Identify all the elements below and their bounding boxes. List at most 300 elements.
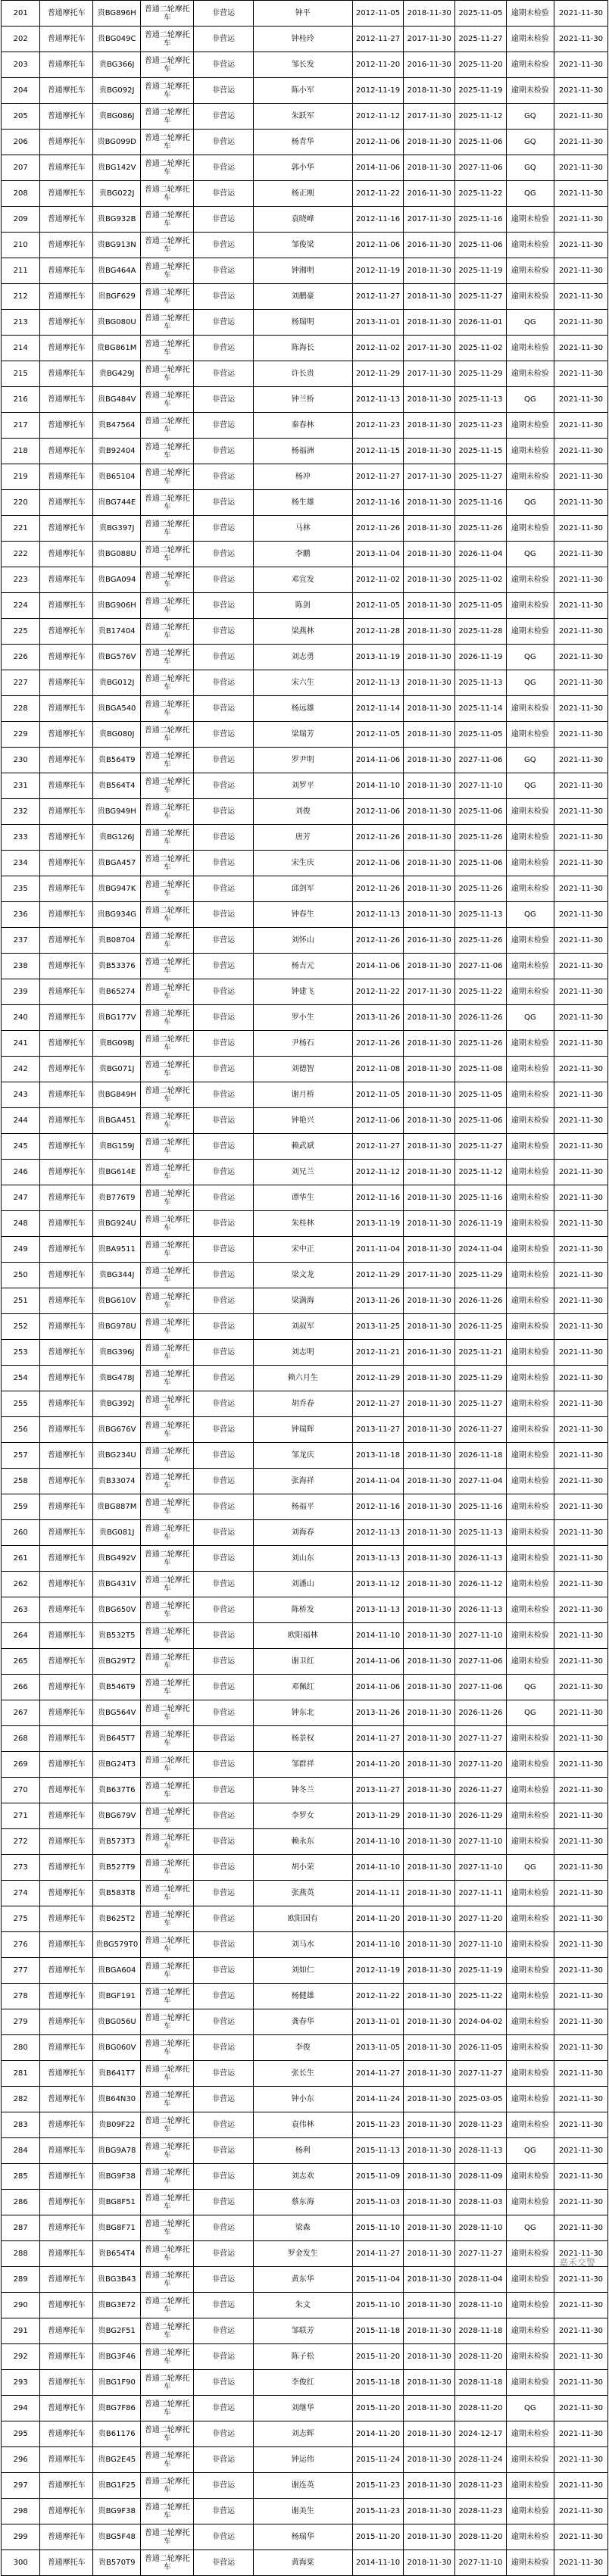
last-inspection-date-cell: 2018-11-30	[404, 1160, 455, 1185]
scrap-date-cell: 2028-11-23	[455, 2112, 507, 2138]
table-row	[2, 284, 608, 310]
last-inspection-date-cell: 2018-11-30	[404, 1881, 455, 1906]
plate-number-cell: 贵BG2E45	[93, 2447, 141, 2473]
plate-number-cell: 贵BG744E	[93, 490, 141, 516]
model-cell: 普通二轮摩托车	[141, 1263, 194, 1288]
status-cell: 逾期未检验	[506, 1134, 554, 1160]
deadline-date-cell: 2021-11-30	[554, 413, 607, 439]
deadline-date-cell: 2021-11-30	[554, 130, 607, 155]
register-date-cell: 2015-11-04	[352, 2267, 404, 2293]
row-number-cell: 227	[2, 670, 40, 696]
scrap-date-cell: 2025-11-13	[455, 387, 507, 413]
register-date-cell: 2014-11-10	[352, 773, 404, 799]
scrap-date-cell: 2027-11-10	[455, 1932, 507, 1958]
last-inspection-date-cell: 2018-11-30	[404, 516, 455, 542]
status-cell: 逾期未检验	[506, 2473, 554, 2499]
model-cell: 普通二轮摩托车	[141, 464, 194, 490]
row-number-cell: 231	[2, 773, 40, 799]
scrap-date-cell: 2025-11-27	[455, 1134, 507, 1160]
usage-cell: 非营运	[194, 2164, 254, 2190]
owner-name-cell: 李俊红	[253, 2370, 352, 2396]
owner-name-cell: 杨远雄	[253, 696, 352, 722]
row-number-cell: 262	[2, 1572, 40, 1597]
row-number-cell: 223	[2, 567, 40, 593]
table-row	[2, 1108, 608, 1134]
vehicle-type-cell: 普通摩托车	[40, 1906, 93, 1932]
deadline-date-cell: 2021-11-30	[554, 1881, 607, 1906]
scrap-date-cell: 2028-11-18	[455, 2318, 507, 2344]
vehicle-type-cell: 普通摩托车	[40, 2164, 93, 2190]
plate-number-cell: 贵B64N30	[93, 2087, 141, 2112]
row-number-cell: 238	[2, 954, 40, 979]
usage-cell: 非营运	[194, 155, 254, 181]
plate-number-cell: 贵B65104	[93, 464, 141, 490]
deadline-date-cell: 2021-11-30	[554, 799, 607, 825]
deadline-date-cell: 2021-11-30	[554, 2344, 607, 2370]
owner-name-cell: 钟东北	[253, 1700, 352, 1726]
owner-name-cell: 陈桥发	[253, 1597, 352, 1623]
table-row	[2, 2396, 608, 2421]
register-date-cell: 2015-11-20	[352, 2344, 404, 2370]
vehicle-type-cell: 普通摩托车	[40, 1855, 93, 1881]
table-row	[2, 1906, 608, 1932]
register-date-cell: 2012-11-16	[352, 490, 404, 516]
status-cell: 逾期未检验	[506, 52, 554, 78]
owner-name-cell: 杨正刚	[253, 181, 352, 207]
plate-number-cell: 贵BG464A	[93, 258, 141, 284]
usage-cell: 非营运	[194, 1031, 254, 1057]
last-inspection-date-cell: 2018-11-30	[404, 567, 455, 593]
table-row	[2, 1005, 608, 1031]
deadline-date-cell: 2021-11-30	[554, 233, 607, 258]
register-date-cell: 2012-11-13	[352, 902, 404, 928]
vehicle-type-cell: 普通摩托车	[40, 1443, 93, 1469]
register-date-cell: 2012-11-19	[352, 258, 404, 284]
status-cell: 逾期未检验	[506, 619, 554, 645]
table-row	[2, 2524, 608, 2550]
status-cell: 逾期未检验	[506, 1366, 554, 1391]
plate-number-cell: 贵BG366J	[93, 52, 141, 78]
model-cell: 普通二轮摩托车	[141, 27, 194, 52]
plate-number-cell: 贵B645T7	[93, 1726, 141, 1752]
last-inspection-date-cell: 2018-11-30	[404, 1108, 455, 1134]
register-date-cell: 2012-11-06	[352, 233, 404, 258]
register-date-cell: 2013-11-12	[352, 1572, 404, 1597]
vehicle-type-cell: 普通摩托车	[40, 1031, 93, 1057]
plate-number-cell: 贵BG159J	[93, 1134, 141, 1160]
status-cell: 逾期未检验	[506, 1, 554, 27]
usage-cell: 非营运	[194, 1649, 254, 1675]
plate-number-cell: 贵BG3E72	[93, 2293, 141, 2318]
table-row	[2, 258, 608, 284]
status-cell: 逾期未检验	[506, 258, 554, 284]
owner-name-cell: 杨瑞华	[253, 2524, 352, 2550]
usage-cell: 非营运	[194, 361, 254, 387]
register-date-cell: 2013-11-29	[352, 1803, 404, 1829]
usage-cell: 非营运	[194, 1803, 254, 1829]
table-row	[2, 413, 608, 439]
scrap-date-cell: 2027-11-06	[455, 1675, 507, 1700]
vehicle-type-cell: 普通摩托车	[40, 1623, 93, 1649]
status-cell: 逾期未检验	[506, 1623, 554, 1649]
last-inspection-date-cell: 2018-11-30	[404, 1057, 455, 1082]
deadline-date-cell: 2021-11-30	[554, 876, 607, 902]
table-row	[2, 1391, 608, 1417]
deadline-date-cell: 2021-11-30	[554, 2267, 607, 2293]
last-inspection-date-cell: 2018-11-30	[404, 1, 455, 27]
vehicle-type-cell: 普通摩托车	[40, 1108, 93, 1134]
usage-cell: 非营运	[194, 2447, 254, 2473]
register-date-cell: 2012-11-16	[352, 207, 404, 233]
table-row	[2, 155, 608, 181]
register-date-cell: 2012-11-29	[352, 1366, 404, 1391]
last-inspection-date-cell: 2018-11-30	[404, 670, 455, 696]
register-date-cell: 2012-11-05	[352, 593, 404, 619]
vehicle-type-cell: 普通摩托车	[40, 2447, 93, 2473]
scrap-date-cell: 2025-11-27	[455, 1391, 507, 1417]
plate-number-cell: 贵B47564	[93, 413, 141, 439]
register-date-cell: 2012-11-02	[352, 567, 404, 593]
model-cell: 普通二轮摩托车	[141, 78, 194, 104]
model-cell: 普通二轮摩托车	[141, 2112, 194, 2138]
row-number-cell: 251	[2, 1288, 40, 1314]
scrap-date-cell: 2026-11-13	[455, 1597, 507, 1623]
model-cell: 普通二轮摩托车	[141, 1932, 194, 1958]
status-cell: 逾期未检验	[506, 979, 554, 1005]
table-row	[2, 1211, 608, 1237]
deadline-date-cell: 2021-11-30	[554, 2164, 607, 2190]
model-cell: 普通二轮摩托车	[141, 2370, 194, 2396]
vehicle-type-cell: 普通摩托车	[40, 799, 93, 825]
status-cell: QG	[506, 1005, 554, 1031]
usage-cell: 非营运	[194, 1906, 254, 1932]
register-date-cell: 2012-11-26	[352, 928, 404, 954]
model-cell: 普通二轮摩托车	[141, 1726, 194, 1752]
status-cell: 逾期未检验	[506, 1108, 554, 1134]
deadline-date-cell: 2021-11-30	[554, 902, 607, 928]
deadline-date-cell: 2021-11-30	[554, 2499, 607, 2524]
model-cell: 普通二轮摩托车	[141, 1675, 194, 1700]
deadline-date-cell: 2021-11-30	[554, 1082, 607, 1108]
row-number-cell: 261	[2, 1546, 40, 1572]
plate-number-cell: 贵BG392J	[93, 1391, 141, 1417]
status-cell: 逾期未检验	[506, 1906, 554, 1932]
owner-name-cell: 钟艳兴	[253, 1108, 352, 1134]
table-body	[2, 1, 608, 2576]
vehicle-type-cell: 普通摩托车	[40, 825, 93, 851]
row-number-cell: 276	[2, 1932, 40, 1958]
owner-name-cell: 刘潘山	[253, 1572, 352, 1597]
status-cell: 逾期未检验	[506, 2164, 554, 2190]
deadline-date-cell: 2021-11-30	[554, 1211, 607, 1237]
table-row	[2, 1057, 608, 1082]
deadline-date-cell: 2021-11-30	[554, 1, 607, 27]
table-row	[2, 1, 608, 27]
vehicle-type-cell: 普通摩托车	[40, 1340, 93, 1366]
row-number-cell: 239	[2, 979, 40, 1005]
vehicle-type-cell: 普通摩托车	[40, 2061, 93, 2087]
scrap-date-cell: 2025-11-02	[455, 567, 507, 593]
deadline-date-cell: 2021-11-30	[554, 387, 607, 413]
status-cell: 逾期未检验	[506, 696, 554, 722]
deadline-date-cell: 2021-11-30	[554, 1829, 607, 1855]
register-date-cell: 2014-11-06	[352, 155, 404, 181]
vehicle-type-cell: 普通摩托车	[40, 284, 93, 310]
register-date-cell: 2013-11-27	[352, 1778, 404, 1803]
model-cell: 普通二轮摩托车	[141, 2550, 194, 2576]
status-cell: 逾期未检验	[506, 825, 554, 851]
usage-cell: 非营运	[194, 2396, 254, 2421]
deadline-date-cell: 2021-11-30	[554, 1443, 607, 1469]
table-row	[2, 52, 608, 78]
model-cell: 普通二轮摩托车	[141, 361, 194, 387]
vehicle-type-cell: 普通摩托车	[40, 567, 93, 593]
status-cell: 逾期未检验	[506, 2370, 554, 2396]
vehicle-type-cell: 普通摩托车	[40, 2550, 93, 2576]
table-row	[2, 2318, 608, 2344]
vehicle-type-cell: 普通摩托车	[40, 1211, 93, 1237]
model-cell: 普通二轮摩托车	[141, 1237, 194, 1263]
table-row	[2, 207, 608, 233]
usage-cell: 非营运	[194, 928, 254, 954]
register-date-cell: 2015-11-23	[352, 2112, 404, 2138]
model-cell: 普通二轮摩托车	[141, 1005, 194, 1031]
register-date-cell: 2012-11-26	[352, 1031, 404, 1057]
register-date-cell: 2013-11-05	[352, 2035, 404, 2061]
model-cell: 普通二轮摩托车	[141, 104, 194, 130]
vehicle-type-cell: 普通摩托车	[40, 387, 93, 413]
model-cell: 普通二轮摩托车	[141, 1649, 194, 1675]
status-cell: 逾期未检验	[506, 27, 554, 52]
owner-name-cell: 刘如仁	[253, 1958, 352, 1984]
last-inspection-date-cell: 2018-11-30	[404, 722, 455, 748]
table-row	[2, 490, 608, 516]
vehicle-type-cell: 普通摩托车	[40, 155, 93, 181]
table-row	[2, 773, 608, 799]
last-inspection-date-cell: 2018-11-30	[404, 1211, 455, 1237]
owner-name-cell: 刘志辉	[253, 2421, 352, 2447]
plate-number-cell: 贵BGA094	[93, 567, 141, 593]
plate-number-cell: 贵BG056U	[93, 2009, 141, 2035]
last-inspection-date-cell: 2018-11-30	[404, 490, 455, 516]
last-inspection-date-cell: 2017-11-30	[404, 361, 455, 387]
row-number-cell: 267	[2, 1700, 40, 1726]
scrap-date-cell: 2025-11-27	[455, 464, 507, 490]
status-cell: 逾期未检验	[506, 1881, 554, 1906]
model-cell: 普通二轮摩托车	[141, 2421, 194, 2447]
row-number-cell: 288	[2, 2241, 40, 2267]
row-number-cell: 289	[2, 2267, 40, 2293]
status-cell: 逾期未检验	[506, 1494, 554, 1520]
table-row	[2, 1237, 608, 1263]
vehicle-type-cell: 普通摩托车	[40, 104, 93, 130]
owner-name-cell: 梁文龙	[253, 1263, 352, 1288]
deadline-date-cell: 2021-11-30	[554, 52, 607, 78]
plate-number-cell: 贵BG098J	[93, 1031, 141, 1057]
model-cell: 普通二轮摩托车	[141, 2293, 194, 2318]
row-number-cell: 272	[2, 1829, 40, 1855]
vehicle-type-cell: 普通摩托车	[40, 413, 93, 439]
last-inspection-date-cell: 2018-11-30	[404, 155, 455, 181]
row-number-cell: 286	[2, 2190, 40, 2215]
usage-cell: 非营运	[194, 1108, 254, 1134]
status-cell: 逾期未检验	[506, 1082, 554, 1108]
vehicle-type-cell: 普通摩托车	[40, 78, 93, 104]
scrap-date-cell: 2028-11-24	[455, 2447, 507, 2473]
usage-cell: 非营运	[194, 1, 254, 27]
vehicle-type-cell: 普通摩托车	[40, 542, 93, 567]
register-date-cell: 2012-11-27	[352, 1134, 404, 1160]
model-cell: 普通二轮摩托车	[141, 2396, 194, 2421]
status-cell: 逾期未检验	[506, 1443, 554, 1469]
last-inspection-date-cell: 2018-11-30	[404, 1237, 455, 1263]
last-inspection-date-cell: 2018-11-30	[404, 2550, 455, 2576]
owner-name-cell: 钟兰桥	[253, 387, 352, 413]
owner-name-cell: 欧阳国有	[253, 1906, 352, 1932]
plate-number-cell: 贵BG978U	[93, 1314, 141, 1340]
plate-number-cell: 贵BG5F48	[93, 2524, 141, 2550]
table-row	[2, 954, 608, 979]
row-number-cell: 295	[2, 2421, 40, 2447]
register-date-cell: 2012-11-19	[352, 78, 404, 104]
usage-cell: 非营运	[194, 2370, 254, 2396]
plate-number-cell: 贵B564T9	[93, 748, 141, 773]
vehicle-type-cell: 普通摩托车	[40, 1881, 93, 1906]
plate-number-cell: 贵BG344J	[93, 1263, 141, 1288]
register-date-cell: 2015-11-23	[352, 2499, 404, 2524]
register-date-cell: 2012-11-13	[352, 1520, 404, 1546]
register-date-cell: 2012-11-06	[352, 799, 404, 825]
status-cell: 逾期未检验	[506, 1778, 554, 1803]
deadline-date-cell: 2021-11-30	[554, 1005, 607, 1031]
vehicle-type-cell: 普通摩托车	[40, 593, 93, 619]
scrap-date-cell: 2024-12-17	[455, 2421, 507, 2447]
model-cell: 普通二轮摩托车	[141, 1984, 194, 2009]
deadline-date-cell: 2021-11-30	[554, 619, 607, 645]
register-date-cell: 2012-11-16	[352, 1185, 404, 1211]
row-number-cell: 283	[2, 2112, 40, 2138]
owner-name-cell: 许长贵	[253, 361, 352, 387]
deadline-date-cell: 2021-11-30	[554, 2035, 607, 2061]
register-date-cell: 2015-11-10	[352, 2293, 404, 2318]
deadline-date-cell: 2021-11-30	[554, 2009, 607, 2035]
scrap-date-cell: 2026-11-26	[455, 1700, 507, 1726]
last-inspection-date-cell: 2018-11-30	[404, 2035, 455, 2061]
plate-number-cell: 贵BG492V	[93, 1546, 141, 1572]
usage-cell: 非营运	[194, 1855, 254, 1881]
register-date-cell: 2011-11-04	[352, 1237, 404, 1263]
table-row	[2, 902, 608, 928]
scrap-date-cell: 2028-11-23	[455, 2499, 507, 2524]
row-number-cell: 222	[2, 542, 40, 567]
usage-cell: 非营运	[194, 902, 254, 928]
register-date-cell: 2012-11-20	[352, 52, 404, 78]
deadline-date-cell: 2021-11-30	[554, 1572, 607, 1597]
deadline-date-cell: 2021-11-30	[554, 1340, 607, 1366]
register-date-cell: 2014-11-06	[352, 1675, 404, 1700]
row-number-cell: 221	[2, 516, 40, 542]
vehicle-type-cell: 普通摩托车	[40, 464, 93, 490]
scrap-date-cell: 2025-11-19	[455, 78, 507, 104]
owner-name-cell: 钟湘明	[253, 258, 352, 284]
last-inspection-date-cell: 2017-11-30	[404, 336, 455, 361]
model-cell: 普通二轮摩托车	[141, 1057, 194, 1082]
deadline-date-cell: 2021-11-30	[554, 1778, 607, 1803]
plate-number-cell: 贵BG8F51	[93, 2190, 141, 2215]
table-row	[2, 27, 608, 52]
last-inspection-date-cell: 2018-11-30	[404, 1288, 455, 1314]
owner-name-cell: 杨青华	[253, 130, 352, 155]
model-cell: 普通二轮摩托车	[141, 722, 194, 748]
register-date-cell: 2012-11-22	[352, 979, 404, 1005]
model-cell: 普通二轮摩托车	[141, 1597, 194, 1623]
register-date-cell: 2012-11-26	[352, 876, 404, 902]
row-number-cell: 268	[2, 1726, 40, 1752]
register-date-cell: 2013-11-04	[352, 542, 404, 567]
owner-name-cell: 刘志欢	[253, 2164, 352, 2190]
usage-cell: 非营运	[194, 1546, 254, 1572]
usage-cell: 非营运	[194, 2550, 254, 2576]
owner-name-cell: 黄东华	[253, 2267, 352, 2293]
status-cell: 逾期未检验	[506, 567, 554, 593]
usage-cell: 非营运	[194, 207, 254, 233]
vehicle-type-cell: 普通摩托车	[40, 722, 93, 748]
status-cell: GQ	[506, 748, 554, 773]
usage-cell: 非营运	[194, 2061, 254, 2087]
status-cell: 逾期未检验	[506, 1340, 554, 1366]
status-cell: 逾期未检验	[506, 1984, 554, 2009]
deadline-date-cell: 2021-11-30	[554, 670, 607, 696]
row-number-cell: 298	[2, 2499, 40, 2524]
usage-cell: 非营运	[194, 2241, 254, 2267]
model-cell: 普通二轮摩托车	[141, 876, 194, 902]
table-row	[2, 1752, 608, 1778]
deadline-date-cell: 2021-11-30	[554, 773, 607, 799]
status-cell: 逾期未检验	[506, 928, 554, 954]
model-cell: 普通二轮摩托车	[141, 1958, 194, 1984]
deadline-date-cell: 2021-11-30	[554, 1906, 607, 1932]
deadline-date-cell: 2021-11-30	[554, 2421, 607, 2447]
model-cell: 普通二轮摩托车	[141, 1443, 194, 1469]
usage-cell: 非营运	[194, 1520, 254, 1546]
last-inspection-date-cell: 2018-11-30	[404, 2473, 455, 2499]
row-number-cell: 205	[2, 104, 40, 130]
model-cell: 普通二轮摩托车	[141, 2164, 194, 2190]
deadline-date-cell: 2021-11-30	[554, 1366, 607, 1391]
register-date-cell: 2013-11-19	[352, 645, 404, 670]
deadline-date-cell: 2021-11-30	[554, 2550, 607, 2576]
status-cell: QG	[506, 645, 554, 670]
row-number-cell: 271	[2, 1803, 40, 1829]
last-inspection-date-cell: 2018-11-30	[404, 619, 455, 645]
last-inspection-date-cell: 2018-11-30	[404, 1932, 455, 1958]
plate-number-cell: 贵B92404	[93, 439, 141, 464]
row-number-cell: 235	[2, 876, 40, 902]
scrap-date-cell: 2028-11-04	[455, 2267, 507, 2293]
deadline-date-cell: 2021-11-30	[554, 1597, 607, 1623]
row-number-cell: 282	[2, 2087, 40, 2112]
plate-number-cell: 贵B654T4	[93, 2241, 141, 2267]
row-number-cell: 273	[2, 1855, 40, 1881]
register-date-cell: 2014-11-10	[352, 1855, 404, 1881]
register-date-cell: 2012-11-05	[352, 1, 404, 27]
row-number-cell: 236	[2, 902, 40, 928]
status-cell: 逾期未检验	[506, 1057, 554, 1082]
row-number-cell: 291	[2, 2318, 40, 2344]
deadline-date-cell: 2021-11-30	[554, 2061, 607, 2087]
owner-name-cell: 赖永东	[253, 1829, 352, 1855]
model-cell: 普通二轮摩托车	[141, 2447, 194, 2473]
